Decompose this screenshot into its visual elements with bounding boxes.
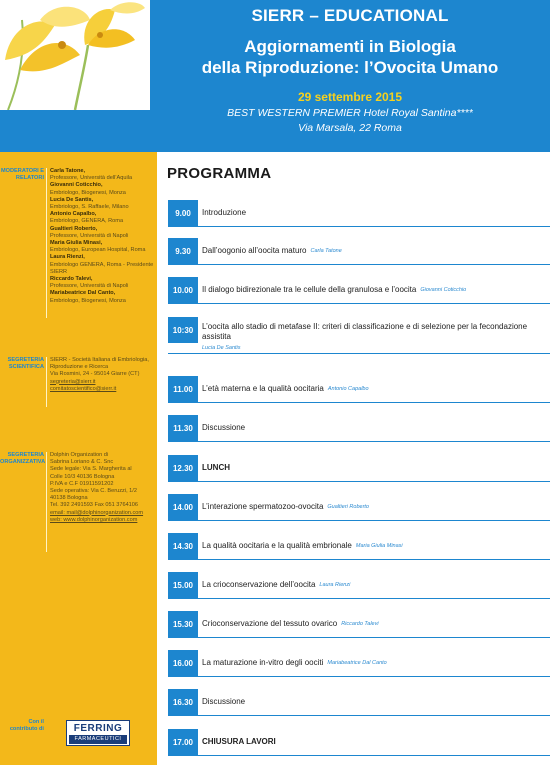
program-item (168, 415, 550, 442)
session-speaker: Gualtieri Roberto (327, 504, 369, 510)
program-time: 15.00 (168, 572, 198, 598)
session-speaker: Laura Rienzi (319, 582, 351, 588)
organizzativa-line: Sede legale: Via S. Margherita al (50, 466, 132, 473)
program-time: 10:30 (168, 317, 198, 343)
tulip-illustration (0, 0, 150, 110)
session-title: Discussione (202, 697, 246, 706)
speaker-name: Laura Rienzi, (50, 254, 85, 261)
scientifica-text (50, 357, 154, 393)
organizzativa-line: Dolphin Organization di (50, 452, 109, 458)
organizzativa-line: Sede operativa: Via C. Beruzzi, 1/2 (50, 488, 137, 495)
speaker-role: Embriologo GENERA, Roma - Presidente SIERR (50, 261, 154, 275)
divider (46, 357, 47, 407)
program-title-text (202, 729, 550, 755)
speaker-name: Mariabeatrice Dal Canto, (50, 290, 116, 297)
program-title-text (202, 689, 550, 715)
speaker-role: Embriologo, S. Raffaele, Milano (50, 204, 129, 211)
organizzativa-line[interactable]: web: www.dolphinorganization.com (50, 516, 138, 523)
program-time: 11.30 (168, 415, 198, 441)
program-time: 9.00 (168, 200, 198, 226)
speaker-role: Embriologo, Biogenesi, Monza (50, 189, 126, 196)
program-item (168, 729, 550, 756)
program-title-text (202, 611, 550, 637)
sponsor-sub: FARMACEUTICI (69, 735, 127, 744)
program-time: 16.00 (168, 650, 198, 676)
session-title: L’oocita allo stadio di metafase II: criteri di classificazione e di selezione per la fecondazione assistita (202, 322, 528, 341)
venue-line-2: Via Marsala, 22 Roma (298, 122, 402, 134)
session-speaker: Carla Tatone (310, 248, 342, 254)
program-time: 17.00 (168, 729, 198, 755)
program-title-text (202, 533, 550, 559)
session-speaker: Mariabeatrice Dal Canto (327, 660, 387, 666)
program-title-text (202, 238, 550, 264)
organizzativa-line: P.IVA e C.F 01911591202 (50, 480, 114, 487)
speaker-name: Lucia De Santis, (50, 196, 94, 203)
speaker-name: Maria Giulia Minasi, (50, 240, 103, 247)
program-item (168, 572, 550, 599)
program-time: 10.00 (168, 277, 198, 303)
speaker-role: Professore, Università di Napoli (50, 232, 129, 239)
session-title: La crioconservazione dell’oocita (202, 580, 316, 589)
organizzativa-line: 40138 Bologna (50, 495, 88, 502)
session-speaker: Riccardo Talevi (341, 621, 379, 627)
program-title-text (202, 455, 550, 481)
program-title: PROGRAMMA (167, 165, 272, 182)
program-item (168, 455, 550, 482)
program-title-text (202, 317, 550, 353)
session-title: Il dialogo bidirezionale tra le cellule della granulosa e l’oocita (202, 285, 417, 294)
program-time: 14.00 (168, 494, 198, 520)
divider (46, 452, 47, 552)
organizzativa-line: Colle 10/3 40136 Bologna (50, 473, 115, 480)
program-item (168, 689, 550, 716)
program-title-text (202, 494, 550, 520)
session-title: Introduzione (202, 208, 247, 217)
header-banner (0, 0, 550, 152)
moderatori-list (50, 168, 154, 305)
subtitle-line-1: Aggiornamenti in Biologia (244, 37, 456, 56)
organizzativa-line[interactable]: email: mail@dolphinorganization.com (50, 509, 144, 516)
scientifica-line: Via Rosmini, 24 - 95014 Giarre (CT) (50, 371, 140, 378)
event-title: SIERR – EDUCATIONAL (251, 6, 449, 25)
subtitle-line-2: della Riproduzione: l’Ovocita Umano (201, 58, 499, 77)
event-venue (150, 106, 550, 136)
scientifica-line: SIERR - Società Italiana di Embriologia, (50, 357, 149, 363)
session-speaker: Giovanni Coticchio (420, 287, 467, 293)
info-sidebar (0, 152, 157, 765)
session-title: Discussione (202, 423, 246, 432)
program-time: 11.00 (168, 376, 198, 402)
session-title: LUNCH (202, 463, 230, 472)
speaker-role: Professore, Università di Napoli (50, 283, 129, 290)
program-item (168, 238, 550, 265)
ferring-logo (66, 720, 130, 746)
scientifica-line[interactable]: segreteria@sierr.it (50, 378, 96, 385)
moderatori-label: MODERATORI E RELATORI (1, 168, 44, 181)
contrib-label: Con il contributo di (9, 719, 44, 732)
program-title-text (202, 415, 550, 441)
scientifica-line[interactable]: comitatoscientifico@sierr.it (50, 385, 117, 392)
sponsor-name: FERRING (73, 723, 123, 734)
divider (46, 168, 47, 318)
organizzativa-line: Sabrina Loriano & C. Snc (50, 459, 114, 466)
program-item (168, 317, 550, 354)
organizzativa-line: Tel. 392 2491593 Fax 051 3764106 (50, 502, 139, 509)
session-title: Crioconservazione del tessuto ovarico (202, 619, 338, 628)
event-subtitle (150, 36, 550, 78)
speaker-role: Embriologo, Biogenesi, Monza (50, 297, 126, 304)
program-time: 9.30 (168, 238, 198, 264)
speaker-name: Giovanni Coticchio, (50, 182, 103, 189)
program-title-text (202, 650, 550, 676)
program-title-text (202, 200, 550, 226)
scientifica-line: Riproduzione e Ricerca (50, 364, 109, 371)
speaker-name: Antonio Capalbo, (50, 211, 97, 218)
scientifica-label: SEGRETERIA SCIENTIFICA (7, 357, 44, 370)
session-title: La maturazione in-vitro degli oociti (202, 658, 324, 667)
program-title-text (202, 376, 550, 402)
speaker-name: Gualtieri Roberto, (50, 225, 98, 232)
program-item (168, 376, 550, 403)
speaker-role: Embriologo, European Hospital, Roma (50, 247, 146, 254)
program-item (168, 277, 550, 304)
session-title: L’interazione spermatozoo-ovocita (202, 502, 324, 511)
program-time: 12.30 (168, 455, 198, 481)
program-title-text (202, 277, 550, 303)
session-title: Dall’oogonio all’oocita maturo (202, 246, 307, 255)
speaker-role: Embriologo, GENERA, Roma (50, 218, 124, 225)
program-title-text (202, 572, 550, 598)
program-item (168, 533, 550, 560)
program-time: 14.30 (168, 533, 198, 559)
program-time: 16.30 (168, 689, 198, 715)
organizzativa-label: SEGRETERIA ORGANIZZATIVA (0, 452, 46, 465)
session-speaker: Antonio Capalbo (327, 386, 369, 392)
session-title: La qualità oocitaria e la qualità embrionale (202, 541, 352, 550)
speaker-role: Professore, Università dell’Aquila (50, 175, 133, 182)
speaker-name: Carla Tatone, (50, 168, 86, 174)
session-title: CHIUSURA LAVORI (202, 737, 276, 746)
session-speaker: Lucia De Santis (202, 345, 241, 351)
session-speaker: Maria Giulia Minasi (355, 543, 403, 549)
speaker-name: Riccardo Talevi, (50, 276, 93, 283)
organizzativa-text (50, 452, 154, 524)
program-item (168, 611, 550, 638)
yellow-tulip-image (0, 0, 150, 110)
event-date: 29 settembre 2015 (297, 90, 403, 104)
program-item (168, 200, 550, 227)
program-time: 15.30 (168, 611, 198, 637)
session-title: L’età materna e la qualità oocitaria (202, 384, 324, 393)
program-item (168, 650, 550, 677)
venue-line-1: BEST WESTERN PREMIER Hotel Royal Santina**** (227, 107, 473, 119)
program-item (168, 494, 550, 521)
